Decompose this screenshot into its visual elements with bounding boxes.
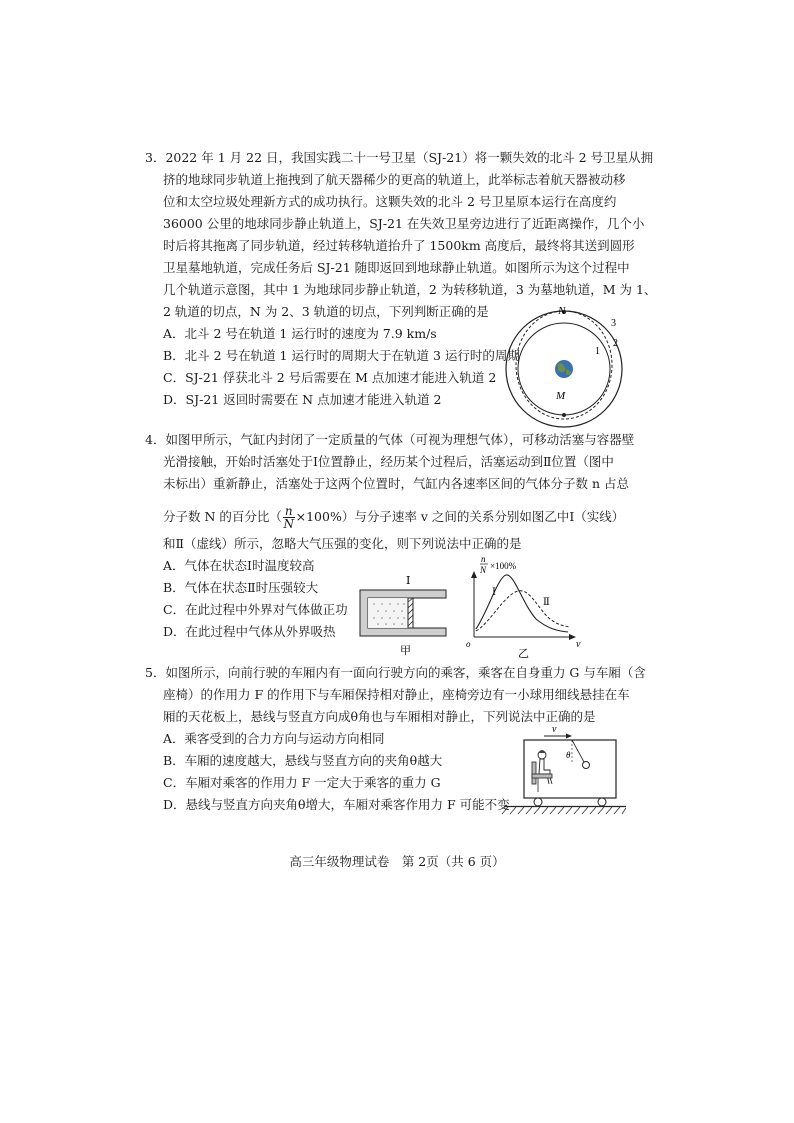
q3-option-b: B．北斗 2 号在轨道 1 运行时的周期大于在轨道 3 运行时的周期 (163, 348, 520, 363)
wheel-left (534, 798, 542, 806)
q4-fraction-tail: ×100% (295, 509, 342, 524)
figure-yi-caption: 乙 (518, 648, 529, 659)
q3-option-c: C．SJ-21 俘获北斗 2 号后需要在 M 点加速才能进入轨道 2 (163, 370, 497, 385)
piston (408, 598, 413, 628)
label-2: 2 (613, 338, 618, 349)
ylabel-numerator: n (481, 554, 486, 564)
q4-line-4-post: ）与分子速率 v 之间的关系分别如图乙中Ⅰ（实线） (341, 509, 625, 524)
wheel-right (598, 798, 606, 806)
q3-line-8: 2 轨道的切点，N 为 2、3 轨道的切点，下列判断正确的是 (163, 304, 489, 319)
hanging-ball (583, 762, 590, 769)
q3-option-d: D．SJ-21 返回时需要在 N 点加速才能进入轨道 2 (163, 392, 442, 407)
q5-carriage-figure (494, 722, 628, 818)
label-3: 3 (611, 318, 616, 329)
q5-option-c: C．车厢对乘客的作用力 F 一定大于乘客的重力 G (163, 775, 441, 790)
label-1: 1 (595, 346, 600, 357)
label-m: M (556, 390, 566, 402)
q5-option-b: B．车厢的速度越大，悬线与竖直方向的夹角θ越大 (163, 753, 443, 768)
figure-jia-caption: 甲 (400, 645, 411, 656)
label-n: N (558, 305, 566, 317)
ylabel-tail: ×100% (490, 561, 517, 571)
q3-line-3: 位和太空垃圾处理新方式的成功执行。这颗失效的北斗 2 号卫星原本运行在高度约 (163, 194, 617, 209)
q4-option-d: D．在此过程中气体从外界吸热 (163, 624, 336, 639)
q3-line-4: 36000 公里的地球同步静止轨道上，SJ-21 在失效卫星旁边进行了近距离操作，几个小 (163, 216, 645, 231)
q4-distribution-figure (466, 553, 586, 659)
point-m-dot (562, 413, 566, 417)
ylabel-denominator: N (480, 565, 487, 575)
q3-line-5: 时后将其拖离了同步轨道，经过转移轨道抬升了 1500km 高度后，最终将其送到圆形 (163, 238, 635, 253)
q4-option-c: C．在此过程中外界对气体做正功 (163, 602, 348, 617)
page-footer: 高三年级物理试卷 第 2页（共 6 页） (289, 854, 505, 869)
fraction-numerator: n (284, 504, 293, 518)
curve-2-dashed (476, 591, 570, 631)
velocity-arrow-head (566, 734, 572, 739)
q4-line-3: 未标出）重新静止，活塞处于这两个位置时，气缸内各速率区间的气体分子数 n 占总 (163, 476, 629, 491)
q3-orbit-figure (500, 302, 628, 428)
origin-label: o (466, 639, 471, 649)
q3-line-6: 卫星墓地轨道，完成任务后 SJ-21 随即返回到地球静止轨道。如图所示为这个过程中 (163, 260, 630, 275)
q4-line-1: 4．如图甲所示，气缸内封闭了一定质量的气体（可视为理想气体），可移动活塞与容器壁 (145, 432, 635, 447)
q3-option-a: A．北斗 2 号在轨道 1 运行时的速度为 7.9 km/s (163, 326, 437, 341)
velocity-label: v (552, 724, 557, 735)
q4-line-4-pre: 分子数 N 的百分比（ (163, 509, 282, 524)
q4-line-5: 和Ⅱ（虚线）所示，忽略大气压强的变化，则下列说法中正确的是 (163, 536, 522, 551)
theta-label: θ (566, 750, 571, 760)
curve-1-label: Ⅰ (492, 587, 496, 598)
y-axis-arrow (471, 571, 477, 578)
q4-option-b: B．气体在状态Ⅱ时压强较大 (163, 580, 319, 595)
curve-2-label: Ⅱ (543, 597, 550, 608)
fraction-denominator: N (283, 517, 294, 531)
q4-line-4 (163, 505, 624, 530)
x-axis-label: v (576, 639, 581, 650)
q5-option-a: A．乘客受到的合力方向与运动方向相同 (163, 731, 385, 746)
q4-cylinder-figure (356, 568, 452, 656)
q5-line-2: 座椅）的作用力 F 的作用下与车厢保持相对静止，座椅旁边有一小球用细线悬挂在车 (163, 687, 630, 702)
q5-line-1: 5．如图所示，向前行驶的车厢内有一面向行驶方向的乘客，乘客在自身重力 G 与车厢（含 (145, 665, 646, 680)
q5-line-3: 厢的天花板上，悬线与竖直方向成θ角也与车厢相对静止，下列说法中正确的是 (163, 709, 596, 724)
ground-hatching (502, 807, 626, 814)
q3-line-2: 挤的地球同步轨道上拖拽到了航天器稀少的更高的轨道上，此举标志着航天器被动移 (163, 172, 626, 187)
earth-icon (555, 360, 573, 378)
x-axis-arrow (569, 634, 576, 640)
curve-1-solid (476, 575, 568, 632)
piston-position-label: Ⅰ (406, 575, 411, 587)
q4-option-a: A．气体在状态Ⅰ时温度较高 (163, 558, 315, 573)
q3-line-7: 几个轨道示意图，其中 1 为地球同步静止轨道，2 为转移轨道，3 为墓地轨道，M 为 1、 (163, 282, 657, 297)
q4-fraction (283, 505, 295, 530)
q3-line-1: 3．2022 年 1 月 22 日，我国实践二十一号卫星（SJ-21）将一颗失效的北斗 2 号卫星从拥 (145, 150, 654, 165)
q5-option-d: D．悬线与竖直方向夹角θ增大，车厢对乘客作用力 F 可能不变 (163, 797, 510, 812)
q4-line-2: 光滑接触，开始时活塞处于Ⅰ位置静止，经历某个过程后，活塞运动到Ⅱ位置（图中 (163, 454, 614, 469)
